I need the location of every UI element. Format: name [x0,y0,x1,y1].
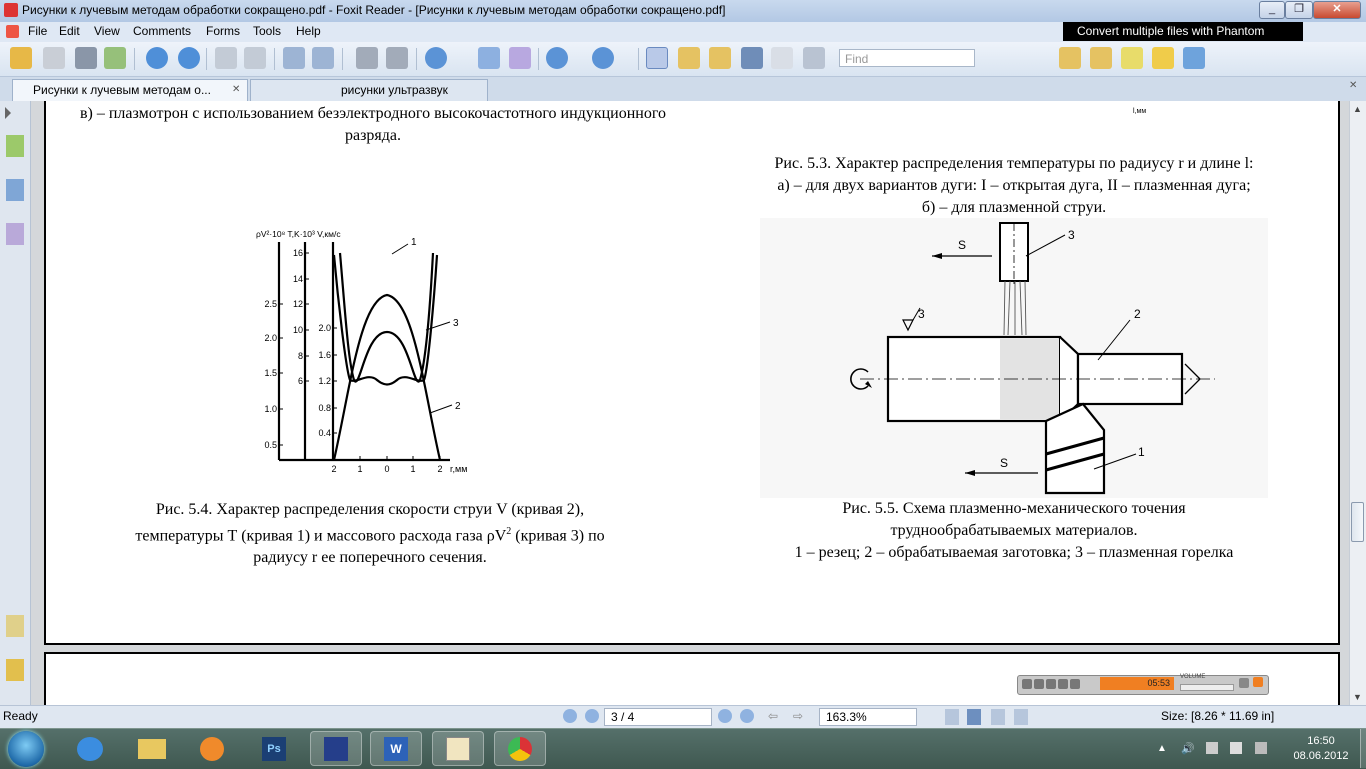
save-floppy-icon[interactable] [310,731,362,766]
scroll-down-icon[interactable]: ▼ [1353,692,1362,702]
hand-tool-icon[interactable] [646,47,668,69]
status-bar [0,705,1366,729]
toolbar [0,42,1366,77]
play-icon[interactable] [1022,679,1032,689]
clock-date: 08.06.2012 [1293,750,1349,762]
pencil-icon[interactable] [1090,47,1112,69]
undo-icon[interactable] [356,47,378,69]
media-close-icon[interactable] [1253,677,1263,687]
start-button[interactable] [8,731,44,767]
temperature-tick-label: 6 [297,376,303,386]
note-icon[interactable] [1152,47,1174,69]
fig54-axis-header: ρV²·10⁸ T,K·10³ V,км/с [256,229,341,239]
volume-slider[interactable] [1180,684,1234,691]
first-page-icon[interactable] [563,709,577,723]
forward-icon[interactable] [244,47,266,69]
next-page-icon[interactable] [718,709,732,723]
arrow-tool-icon[interactable] [1183,47,1205,69]
network-tray-icon[interactable] [1206,742,1218,754]
last-page-icon[interactable] [740,709,754,723]
fig55-caption-line3: 1 – резец; 2 – обрабатываемая заготовка; 3 – плазменная горелка [794,544,1234,561]
print-icon[interactable] [75,47,97,69]
close-button[interactable]: ✕ [1313,1,1361,19]
menu-forms[interactable]: Forms [206,24,240,38]
paste-page-icon[interactable] [312,47,334,69]
media-time: 05:53 [1100,677,1174,690]
media-minimize-icon[interactable] [1239,678,1249,688]
fit-width-icon[interactable] [509,47,531,69]
show-hidden-icons[interactable]: ▲ [1157,743,1167,754]
stop-icon[interactable] [1046,679,1056,689]
prev-icon[interactable] [1058,679,1068,689]
status-ready: Ready [3,709,38,723]
photoshop-icon[interactable]: Ps [248,731,300,766]
mark-label-3: 3 [918,307,925,321]
rho-tick-label: 2.0 [264,333,277,343]
fig53-caption [700,153,1328,219]
rho-tick-label: 0.5 [264,440,277,450]
fig54-caption-line2: температуры Т (кривая 1) и массового расхода газа $\rho V^2$ (кривая 3) по [135,526,605,545]
foxit-app-icon[interactable] [4,3,18,17]
collapse-arrow-icon[interactable] [5,107,11,119]
chrome-icon[interactable] [494,731,546,766]
velocity-tick-label: 0.4 [318,428,331,438]
clock[interactable] [1283,734,1359,764]
x-tick-label: 2 [437,464,443,474]
fig54-caption-line1: Рис. 5.4. Характер распределения скорости струи V (кривая 2), [155,501,585,518]
caption-plasmatron: в) – плазмотрон с использованием безэлектродного высокочастотного индукционного разряда. [79,105,667,144]
menu-help[interactable]: Help [296,24,321,38]
rho-tick-label: 2.5 [264,299,277,309]
torch-label-3: 3 [1068,228,1075,242]
scrollbar-thumb[interactable] [1351,502,1364,542]
page-up-icon[interactable] [146,47,168,69]
menu-view[interactable]: View [94,24,120,38]
fig54-x-unit: r,мм [450,464,468,474]
single-page-view-icon[interactable] [945,709,959,725]
pause-icon[interactable] [1034,679,1044,689]
internet-explorer-icon[interactable] [64,731,116,766]
snapshot-icon[interactable] [803,47,825,69]
doc-menu-icon[interactable] [6,25,19,38]
fig53-caption-line3: б) – для плазменной струи. [921,199,1107,216]
tab-label: Рисунки к лучевым методам о... [33,83,211,97]
rho-tick-label: 1.0 [264,404,277,414]
velocity-tick-label: 2.0 [318,323,331,333]
fig53-caption-line2: а) – для двух вариантов дуги: I – открытая дуга, II – плазменная дуга; [777,177,1251,194]
curve-2-velocity [334,255,437,385]
fig55-diagram [760,218,1268,498]
fit-page-icon[interactable] [478,47,500,69]
clock-time: 16:50 [1307,735,1335,747]
fig55-caption-line1: Рис. 5.5. Схема плазменно-механического точения [842,500,1186,517]
tray-app-icon[interactable] [1255,742,1267,754]
x-tick-label: 1 [357,464,363,474]
page-number-input[interactable]: 3 / 4 [604,708,712,726]
zoom-select[interactable]: 163.3% [819,708,917,726]
tab-close-icon[interactable]: ✕ [232,84,241,95]
next-icon[interactable] [1070,679,1080,689]
temperature-tick-label: 14 [292,274,303,284]
velocity-tick-label: 1.2 [318,376,331,386]
find-input[interactable]: Find [839,49,975,67]
menu-tools[interactable]: Tools [253,24,282,38]
select-text-icon[interactable] [771,47,793,69]
close-doc-icon[interactable]: ✕ [1349,80,1358,91]
media-controls [1022,678,1094,690]
x-tick-label: 0 [384,464,390,474]
page-size: Size: [8.26 * 11.69 in] [1161,709,1275,723]
tab-document-1[interactable] [12,79,248,101]
tab-document-2[interactable] [250,79,488,101]
continuous-facing-view-icon[interactable] [1014,709,1028,725]
bookmarks-icon[interactable] [6,135,24,157]
s-feed-top: S [958,238,967,252]
highlighter-icon[interactable] [1059,47,1081,69]
volume-tray-icon[interactable]: 🔊 [1181,743,1195,755]
layers-icon[interactable] [6,223,24,245]
s-feed-bottom: S [1000,456,1009,470]
copy-page-icon[interactable] [283,47,305,69]
cutter-label-1: 1 [1138,445,1145,459]
media-player-icon[interactable] [186,731,238,766]
email-icon[interactable] [104,47,126,69]
open-icon[interactable] [10,47,32,69]
promo-banner[interactable]: Convert multiple files with Phantom [1063,22,1303,41]
velocity-tick-label: 0.8 [318,403,331,413]
redo-icon[interactable] [386,47,408,69]
fig53-caption-line1: Рис. 5.3. Характер распределения температуры по радиусу r и длине l: [774,155,1254,172]
tab-label: рисунки ультразвук [341,83,448,97]
show-desktop-button[interactable] [1360,729,1366,768]
curve-label-3: 3 [453,318,459,329]
typewriter-icon[interactable] [1121,47,1143,69]
temperature-tick-label: 8 [297,351,303,361]
fig54-caption-line3: радиусу r ее поперечного сечения. [253,549,487,567]
temperature-tick-label: 10 [292,325,303,335]
fig54-diagram [250,220,480,482]
window-title: Рисунки к лучевым методам обработки сокращено.pdf - Foxit Reader - [Рисунки к лучевым методам обработки сокращено.pdf] [22,3,726,17]
select-arrow-icon[interactable] [709,47,731,69]
history-forward-icon[interactable]: ⇨ [793,709,804,723]
zoom-out-icon[interactable] [546,47,568,69]
minimize-button[interactable]: _ [1259,1,1285,19]
action-center-icon[interactable] [1230,742,1242,754]
temperature-tick-label: 16 [292,248,303,258]
volume-label: VOLUME [1180,674,1206,680]
rho-tick-label: 1.5 [264,368,277,378]
word-icon[interactable]: W [370,731,422,766]
fig54-caption [60,499,680,569]
x-tick-label: 1 [410,464,416,474]
fig55-caption [700,498,1328,564]
page-down-icon[interactable] [178,47,200,69]
temperature-tick-label: 12 [292,299,303,309]
fig55-caption-line2: труднообрабатываемых материалов. [890,522,1138,539]
menu-file[interactable]: File [28,24,48,38]
axis-fragment: l,мм [1133,108,1147,115]
pages-icon[interactable] [6,179,24,201]
x-tick-label: 2 [331,464,337,474]
restore-button[interactable]: ❐ [1285,1,1313,19]
scroll-up-icon[interactable]: ▲ [1353,104,1362,114]
side-panel [0,101,31,705]
prev-page-icon[interactable] [585,709,599,723]
foxit-icon[interactable] [432,731,484,766]
attachments-icon[interactable] [6,659,24,681]
comments-panel-icon[interactable] [6,615,24,637]
find-binoculars-icon[interactable] [741,47,763,69]
vertical-scrollbar[interactable] [1349,101,1366,705]
curve-label-2: 2 [455,401,461,412]
continuous-view-icon[interactable] [967,709,981,725]
menu-comments[interactable]: Comments [133,24,192,38]
workpiece-label-2: 2 [1134,307,1141,321]
title-bar [0,0,1366,23]
facing-view-icon[interactable] [991,709,1005,725]
reading-glasses-icon[interactable] [678,47,700,69]
history-back-icon[interactable]: ⇦ [768,709,779,723]
save-icon[interactable] [43,47,65,69]
explorer-icon[interactable] [126,731,178,766]
velocity-tick-label: 1.6 [318,350,331,360]
curve-label-1: 1 [411,237,417,248]
menu-edit[interactable]: Edit [59,24,80,38]
zoom-in-icon[interactable] [592,47,614,69]
back-icon[interactable] [215,47,237,69]
zoom-icon[interactable] [425,47,447,69]
